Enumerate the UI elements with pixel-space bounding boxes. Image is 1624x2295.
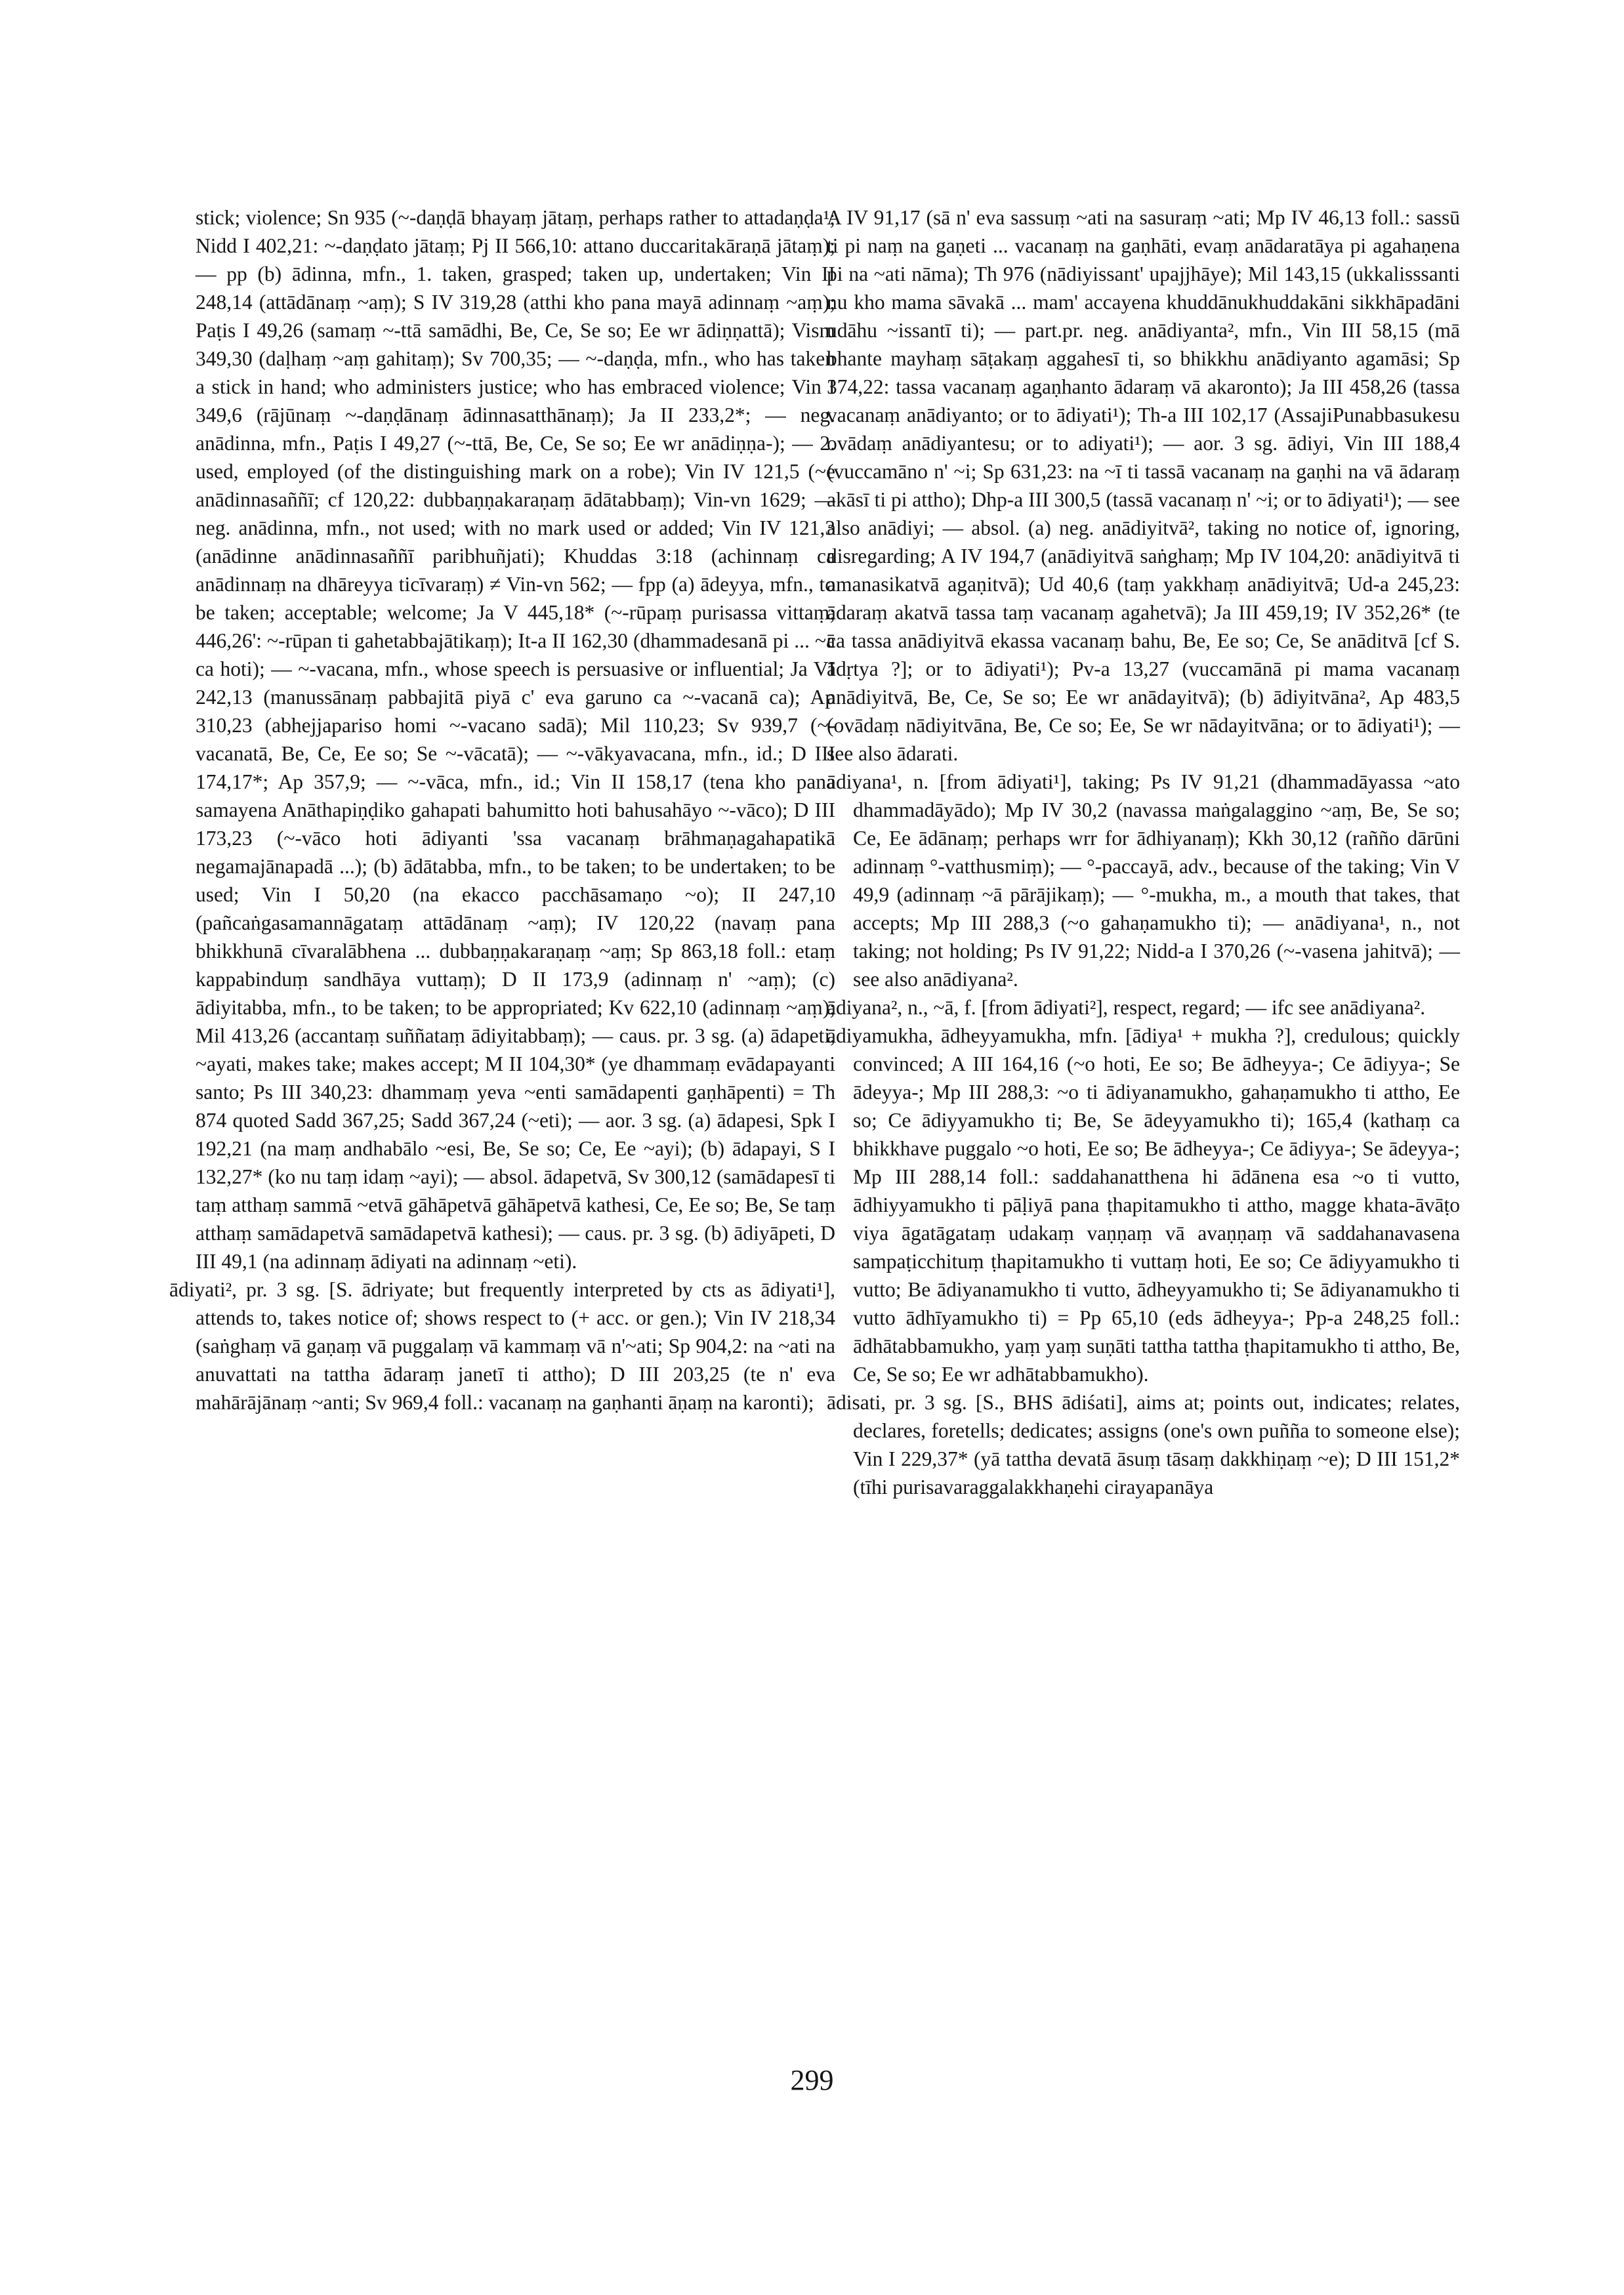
entry-adiyamukha: ādiyamukha, ādheyyamukha, mfn. [ādiya¹ + mukha ?], credulous; quickly convinced; A III 164,16 (~o hoti, Ee so; Be ādheyya-; Ce ādiyya-; Se ādeyya-; Mp III 288,3: ~o ti ādiyanamukho, gahaṇamukho ti attho, Ee so; Ce ādiyyamukho ti; Be, Se ādeyyamukho ti); 165,4 (kathaṃ ca bhikkhave puggalo ~o hoti, Ee so; Be ādheyya-; Ce ādiyya-; Se ādeyya-; Mp III 288,14 foll.: saddahanatthena hi ādānena esa ~o ti vutto, ādhiyyamukho ti pāḷiyā pana ṭhapitamukho ti attho, magge khata-āvāṭo viya āgatāgataṃ udakaṃ vaṇṇaṃ vā avaṇṇaṃ vā saddahanavasena sampaṭicchituṃ ṭhapitamukho ti vuttaṃ hoti, Ee so; Ce ādiyyamukho ti vutto; Be ādiyanamukho ti vutto, ādheyyamukho ti; Se ādiyanamukho ti vutto ādhīyamukho ti) = Pp 65,10 (eds ādheyya-; Pp-a 248,25 foll.: ādhātabbamukho, yaṃ yaṃ suṇāti tattha tattha ṭhapitamukho ti attho, Be, Ce, Se so; Ee wr adhātabbamukho). (827, 1024, 1460, 1386)
entry-adiyana1: ādiyana¹, n. [from ādiyati¹], taking; Ps IV 91,21 (dhammadāyassa ~ato dhammadāyādo); Mp IV 30,2 (navassa maṅgalaggino ~aṃ, Be, Se so; Ce, Ee ādānaṃ; perhaps wrr for ādhiyanaṃ); Kkh 30,12 (rañño dārūni adinnaṃ °-vatthusmiṃ); — °-paccayā, adv., because of the taking; Vin V 49,9 (adinnaṃ ~ā pārājikaṃ); — °-mukha, m., a mouth that takes, that accepts; Mp III 288,3 (~o gahaṇamukho ti); — anādiyana¹, n., not taking; not holding; Ps IV 91,22; Nidd-a I 370,26 (~-vasena jahitvā); — see also anādiyana². (827, 770, 1460, 991)
entry-continuation-adiyati1: stick; violence; Sn 935 (~-daṇḍā bhayaṃ jātaṃ, perhaps rather to attadaṇḍa¹; Nidd I 402,21: ~-daṇḍato jātaṃ; Pj II 566,10: attano duccaritakāraṇā jātaṃ); — pp (b) ādinna, mfn., 1. taken, grasped; taken up, undertaken; Vin II 248,14 (attādānaṃ ~aṃ); S IV 319,28 (atthi kho pana mayā adinnaṃ ~aṃ); Paṭis I 49,26 (samaṃ ~-ttā samādhi, Be, Ce, Se so; Ee wr ādiṇṇattā); Vism 349,30 (daḷhaṃ ~aṃ gahitaṃ); Sv 700,35; — ~-daṇḍa, mfn., who has taken a stick in hand; who administers justice; who has embraced violence; Vin I 349,6 (rājūnaṃ ~-daṇḍānaṃ ādinnasatthānaṃ); Ja II 233,2*; — neg. anādinna, mfn., Paṭis I 49,27 (~-ttā, Be, Ce, Se so; Ee wr anādiṇṇa-); — 2. used, employed (of the distinguishing mark on a robe); Vin IV 121,5 (~e anādinnasaññī; cf 120,22: dubbaṇṇakaraṇaṃ ādātabbaṃ); Vin-vn 1629; — neg. anādinna, mfn., not used; with no mark used or added; Vin IV 121,3 (anādinne anādinnasaññī paribhuñjati); Khuddas 3:18 (achinnaṃ ca anādinnaṃ na dhāreyya ticīvaraṃ) ≠ Vin-vn 562; — fpp (a) ādeyya, mfn., to be taken; acceptable; welcome; Ja V 445,18* (~-rūpaṃ purisassa vittaṃ; 446,26': ~-rūpan ti gahetabbajātikaṃ); It-a II 162,30 (dhammadesanā pi ... ~ā ca hoti); — ~-vacana, mfn., whose speech is persuasive or influential; Ja VI 242,13 (manussānaṃ pabbajitā piyā c' eva garuno ca ~-vacanā ca); Ap 310,23 (abhejjapariso homi ~-vacano sadā); Mil 110,23; Sv 939,7 (~-vacanatā, Be, Ce, Ee so; Se ~-vācatā); — ~-vākyavacana, mfn., id.; D III 174,17*; Ap 357,9; — ~-vāca, mfn., id.; Vin II 158,17 (tena kho pana samayena Anāthapiṇḍiko gahapati bahumitto hoti bahusahāyo ~-vāco); D III 173,23 (~-vāco hoti ādiyanti 'ssa vacanaṃ brāhmaṇagahapatikā negamajānapadā ...); (b) ādātabba, mfn., to be taken; to be undertaken; to be used; Vin I 50,20 (na ekacco pacchāsamaṇo ~o); II 247,10 (pañcaṅgasamannāgataṃ attādānaṃ ~aṃ); IV 120,22 (navaṃ pana bhikkhunā cīvaralābhena ... dubbaṇṇakaraṇaṃ ~aṃ; Sp 863,18 foll.: etaṃ kappabinduṃ sandhāya vuttaṃ); D II 173,9 (adinnaṃ n' ~aṃ); (c) ādiyitabba, mfn., to be taken; to be appropriated; Kv 622,10 (adinnaṃ ~aṃ); Mil 413,26 (accantaṃ suññataṃ ādiyitabbaṃ); — caus. pr. 3 sg. (a) ādapeti, ~ayati, makes take; makes accept; M II 104,30* (ye dhammaṃ evādapayanti santo; Ps III 340,23: dhammaṃ yeva ~enti samādapenti gaṇhāpenti) = Th 874 quoted Sadd 367,25; Sadd 367,24 (~eti); — aor. 3 sg. (a) ādapesi, Spk I 192,21 (na maṃ andhabālo ~esi, Be, Se so; Ce, Ee ~ayi); (b) ādapayi, S I 132,27* (ko nu taṃ idaṃ ~ayi); — absol. ādapetvā, Sv 300,12 (samādapesī ti taṃ atthaṃ sammā ~etvā gāhāpetvā gāhāpetvā kathesi, Ce, Ee so; Be, Se taṃ atthaṃ samādapetvā samādapetvā kathesi); — caus. pr. 3 sg. (b) ādiyāpeti, D III 49,1 (na adinnaṃ ādiyati na adinnaṃ ~eti). (196, 206, 835, 1273)
left-column (169, 203, 835, 1416)
entry-adiyati2: ādiyati², pr. 3 sg. [S. ādriyate; but frequently interpreted by cts as ādiyati¹], attends to, takes notice of; shows respect to (+ acc. or gen.); Vin IV 218,34 (saṅghaṃ vā gaṇaṃ vā puggalaṃ vā kammaṃ vā n'~ati; Sp 904,2: na ~ati na anuvattati na tattha ādaraṃ janetī ti attho); D III 203,25 (te n' eva mahārājānaṃ ~anti; Sv 969,4 foll.: vacanaṃ na gaṇhanti āṇaṃ na karonti); (169, 1278, 835, 1414)
entry-continuation-adiyati2: A IV 91,17 (sā n' eva sassuṃ ~ati na sasuraṃ ~ati; Mp IV 46,13 foll.: sassū ti pi naṃ na gaṇeti ... vacanaṃ na gaṇhāti, evaṃ anādaratāya pi agahaṇena pi na ~ati nāma); Th 976 (nādiyissant' upajjhāye); Mil 143,15 (ukkalisssanti nu kho mama sāvakā ... mam' accayena khuddānukhuddakāni sikkhāpadāni udāhu ~issantī ti); — part.pr. neg. anādiyanta², mfn., Vin III 58,15 (mā bhante mayhaṃ sāṭakaṃ aggahesī ti, so bhikkhu anādiyanto agamāsi; Sp 374,22: tassa vacanaṃ agaṇhanto ādaraṃ vā akaronto); Ja III 458,26 (tassa vacanaṃ anādiyanto; or to ādiyati¹); Th-a III 102,17 (AssajiPunabbasukesu ovādaṃ anādiyantesu; or to adiyati¹); — aor. 3 sg. ādiyi, Vin III 188,4 (vuccamāno n' ~i; Sp 631,23: na ~ī ti tassā vacanaṃ na gaṇhi na vā ādaraṃ akāsī ti pi attho); Dhp-a III 300,5 (tassā vacanaṃ n' ~i; or to ādiyati¹); — see also anādiyi; — absol. (a) neg. anādiyitvā², taking no notice of, ignoring, disregarding; A IV 194,7 (anādiyitvā saṅghaṃ; Mp IV 104,20: anādiyitvā ti amanasikatvā agaṇitvā); Ud 40,6 (taṃ yakkhaṃ anādiyitvā; Ud-a 245,23: ādaraṃ akatvā tassa taṃ vacanaṃ agahetvā); Ja III 459,19; IV 352,26* (te ca tassa anādiyitvā ekassa vacanaṃ bahu, Be, Ee so; Ce, Se anāditvā [cf S. ādṛtya ?]; or to ādiyati¹); Pv-a 13,27 (vuccamānā pi mama vacanaṃ anādiyitvā, Be, Ce, Se so; Ee wr anādayitvā); (b) ādiyitvāna², Ap 483,5 (ovādaṃ nādiyitvāna, Be, Ce so; Ee, Se wr nādayitvāna; or to ādiyati¹); — see also ādarati. (827, 206, 1460, 765)
page-number: 299 (790, 2064, 834, 2096)
right-column (827, 203, 1460, 1501)
entry-adisati: ādisati, pr. 3 sg. [S., BHS ādiśati], aims at; points out, indicates; relates, declares, foretells; dedicates; assigns (one's own puñña to someone else); Vin I 229,37* (yā tattha devatā āsuṃ tāsaṃ dakkhiṇaṃ ~e); D III 151,2* (tīhi purisavaraggalakkhaṇehi cirayapanāya (827, 1391, 1460, 1499)
entry-adiyana2: ādiyana², n., ~ā, f. [from ādiyati²], respect, regard; — ifc see anādiyana². (827, 996, 1426, 1019)
